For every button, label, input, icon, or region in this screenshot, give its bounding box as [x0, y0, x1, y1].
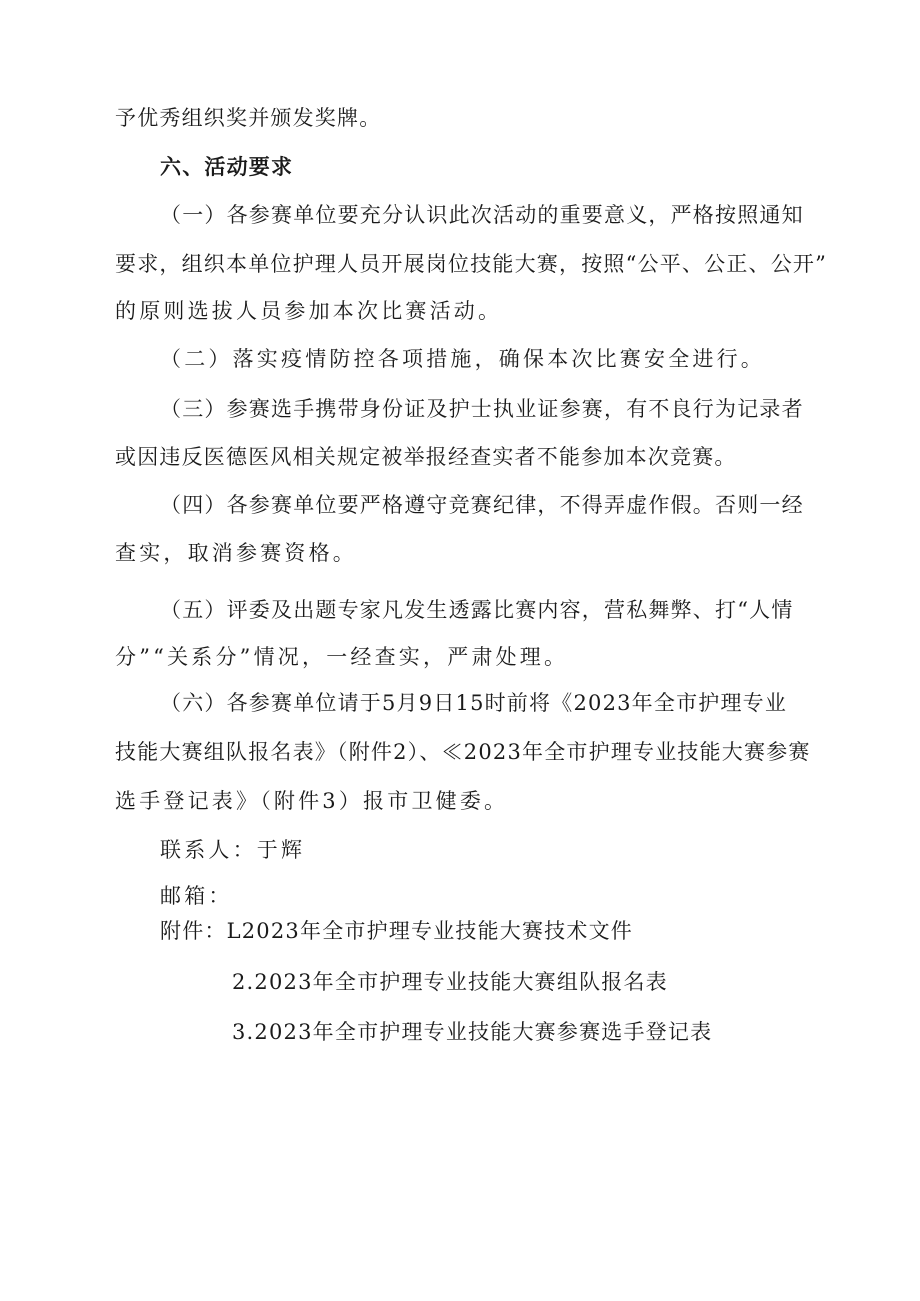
attachment-1: 附件：L2023年全市护理专业技能大赛技术文件 [160, 919, 633, 943]
requirement-3-line-1: （三）参赛选手携带身份证及护士执业证参赛，有不良行为记录者 [160, 397, 804, 421]
requirement-6-line-3: 选手登记表》（附件3）报市卫健委。 [115, 789, 509, 813]
requirement-3-line-2: 或因违反医德医风相关规定被举报经查实者不能参加本次竞赛。 [115, 445, 737, 469]
attachment-2: 2.2023年全市护理专业技能大赛组队报名表 [232, 970, 668, 994]
section-heading: 六、活动要求 [160, 155, 294, 179]
requirement-5-line-2: 分”“关系分”情况，一经查实，严肃处理。 [115, 645, 569, 669]
requirement-6-line-1: （六）各参赛单位请于5月9日15时前将《2023年全市护理专业 [160, 691, 788, 715]
contact-line: 联系人：于辉 [160, 838, 306, 862]
requirement-6-line-2: 技能大赛组队报名表》（附件2）、≪2023年全市护理专业技能大赛参赛 [115, 740, 811, 764]
requirement-4-line-1: （四）各参赛单位要严格遵守竞赛纪律，不得弄虚作假。否则一经 [160, 493, 804, 517]
requirement-4-line-2: 查实，取消参赛资格。 [115, 541, 357, 565]
attachment-3: 3.2023年全市护理专业技能大赛参赛选手登记表 [232, 1020, 713, 1044]
opening-line: 予优秀组织奖并颁发奖牌。 [115, 106, 382, 130]
requirement-1-line-3: 的原则选拔人员参加本次比赛活动。 [115, 299, 503, 323]
requirement-1-line-1: （一）各参赛单位要充分认识此次活动的重要意义，严格按照通知 [160, 203, 804, 227]
email-line: 邮箱： [160, 884, 233, 908]
requirement-2-line-1: （二）落实疫情防控各项措施，确保本次比赛安全进行。 [160, 347, 765, 371]
requirement-1-line-2: 要求，组织本单位护理人员开展岗位技能大赛，按照“公平、公正、公开” [115, 252, 828, 276]
requirement-5-line-1: （五）评委及出题专家凡发生透露比赛内容，营私舞弊、打“人情 [160, 598, 794, 622]
